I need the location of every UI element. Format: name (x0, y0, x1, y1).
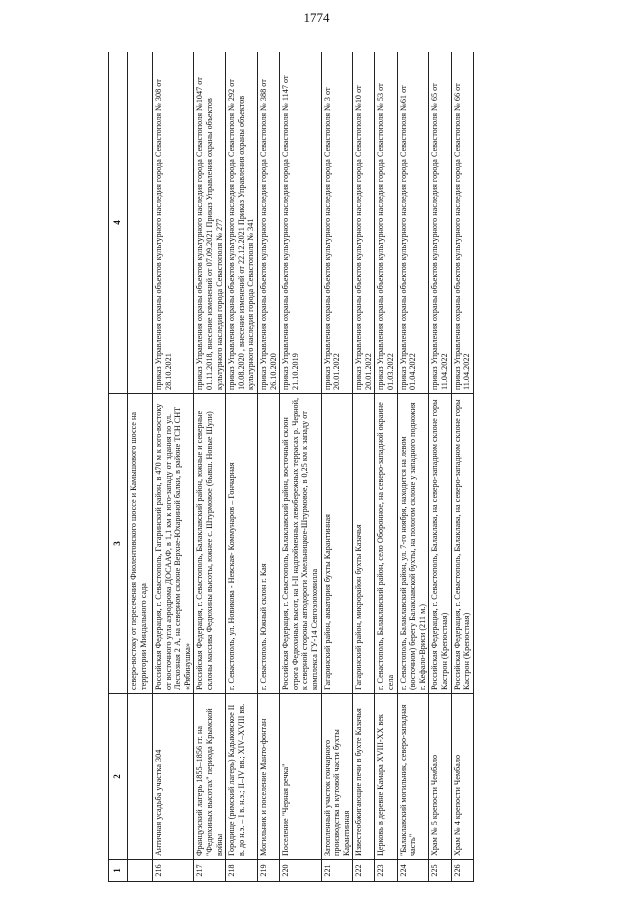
table-row (397, 52, 429, 882)
table-header-row (109, 52, 128, 882)
header-col-3: 3 (109, 394, 128, 694)
object-name: Известеобжигающие печи в бухте Казачья (353, 694, 375, 860)
rotated-table-frame (108, 52, 556, 882)
object-location: г. Севастополь, Балаклавский район, ул. 7-го ноября, находится на левом (восточном) берегу Балаклавской бухты, на пологом склоне у западного подножия г. Кефало-Вриси (211 м.) (397, 394, 429, 694)
object-location: Гагаринский район, микрорайон бухты Казачья (353, 394, 375, 694)
object-name: "Балаклавский могильник, северо-западная часть" (397, 694, 429, 860)
object-location: Российская Федерация, г. Севастополь, Гагаринский район, в 470 м к юго-востоку от восточного угла аэродрома ДОСААФ, в 1,1 км к юго-западу от здания по ул. Лесхозная 2 А, на северном склоне Верхне-Юхариной балки, в районе ТСН СНТ «Рябинушка» (153, 394, 194, 694)
object-name: Античная усадьба участка 304 (153, 694, 194, 860)
table-row (429, 52, 451, 882)
row-number: 216 (153, 860, 194, 882)
registration-document: приказ Управления охраны объектов культурного наследия города Севастополя № 292 от 10.08.2020 , внесение изменений от 22.12.2021 Приказ Управления охраны объектов культурного наследия города Севастополя № 341 (226, 52, 258, 394)
registration-document: приказ Управления охраны объектов культурного наследия города Севастополя № 65 от 11.04.2022 (429, 52, 451, 394)
object-location: Гагаринский район, акватория бухты Карантинная (321, 394, 353, 694)
row-number: 226 (451, 860, 473, 882)
row-number: 219 (257, 860, 279, 882)
object-location: г. Севастополь. Южный склон г. Кая (257, 394, 279, 694)
registration-document: приказ Управления охраны объектов культурного наследия города Севастополя № 66 от 11.04.2022 (451, 52, 473, 394)
object-name: Французский лагерь 1855–1856 гг. на "Федюхиных высотах" периода Крымской войны (194, 694, 226, 860)
registration-document: приказ Управления охраны объектов культурного наследия города Севастополя №61 от 01.04.2022 (397, 52, 429, 394)
object-name: Церковь в деревне Камара XVIII-XX век (375, 694, 397, 860)
row-number: 221 (321, 860, 353, 882)
registration-document: приказ Управления охраны объектов культурного наследия города Севастополя № 1147 от 21.10.2019 (280, 52, 321, 394)
object-location: Российская Федерация, г. Севастополь, Балаклавский район, южные и северные склоны массива Федюхины высоты, южнее с. Штурмовое (бывш. Новые Шули) (194, 394, 226, 694)
table-row (353, 52, 375, 882)
row-number (128, 860, 153, 882)
registration-document: приказ Управления охраны объектов культурного наследия города Севастополя №1047 от 01.11.2018, внесение изменений от 07.09.2021 Приказ Управления охраны объектов культурного наследия города Севастополя № 277 (194, 52, 226, 394)
object-location: Российская Федерация, г. Севастополь, Балаклава, на северо-западном склоне горы Кастрон (Крепостная) (429, 394, 451, 694)
object-location: Российская Федерация, г. Севастополь, Балаклавский район, восточный склон отрога Федюхиных высот, на I-II надпойменных левобережных террасах р. Черной, к северной стороны автодороги Хмельницкое-Штурмовое, в 0,25 км к западу от комплекса ГУ-14 Севгоэлоховилла (280, 394, 321, 694)
object-location: г. Севастополь, ул. Новикова - Невская- Коммунаров – Гончарная (226, 394, 258, 694)
row-number: 217 (194, 860, 226, 882)
continuation-row (128, 52, 153, 882)
row-number: 223 (375, 860, 397, 882)
table-row (321, 52, 353, 882)
table-row (153, 52, 194, 882)
table-row (451, 52, 473, 882)
object-name: Храм № 5 крепости Чембало (429, 694, 451, 860)
row-number: 220 (280, 860, 321, 882)
table-row (226, 52, 258, 882)
registration-document: приказ Управления охраны объектов культурного наследия города Севастополя № 308 от 28.10.2021 (153, 52, 194, 394)
registration-document: приказ Управления охраны объектов культурного наследия города Севастополя № 388 от 26.10.2020 (257, 52, 279, 394)
table-row (280, 52, 321, 882)
registration-document: приказ Управления охраны объектов культурного наследия города Севастополя № 53 от 01.03.2022 (375, 52, 397, 394)
page-number: 1774 (303, 10, 330, 25)
object-name: Могильник и поселение Манто-фонтан (257, 694, 279, 860)
header-col-2: 2 (109, 694, 128, 860)
row-number: 224 (397, 860, 429, 882)
rotated-table-container (108, 52, 556, 882)
object-location: северо-востоку от пересечения Фиолентовского шоссе и Камышового шоссе на территории Миндального сада (128, 394, 153, 694)
registration-document: приказ Управления охраны объектов культурного наследия города Севастополя №10 от 20.01.2022 (353, 52, 375, 394)
header-col-1: 1 (109, 860, 128, 882)
object-name: Затопленный участок гончарного производства в кутовой части бухты Карантинная (321, 694, 353, 860)
object-name: Городище (римский лагерь) Кадыковское II в. до н.э. – I в. н.э.; II–IV вв.; XIV–XVIII вв. (226, 694, 258, 860)
object-name: Поселение "Черная речка" (280, 694, 321, 860)
object-location: г. Севастополь, Балаклавский район, село Оборонное, на северо-западной окраине села (375, 394, 397, 694)
table-row (375, 52, 397, 882)
object-name (128, 694, 153, 860)
object-name: Храм № 4 крепости Чембало (451, 694, 473, 860)
registration-document (128, 52, 153, 394)
object-location: Российская Федерация, г. Севастополь, Балаклава, на северо-западном склоне горы Кастрон (Крепостная) (451, 394, 473, 694)
row-number: 222 (353, 860, 375, 882)
row-number: 225 (429, 860, 451, 882)
table-row (257, 52, 279, 882)
registration-document: приказ Управления охраны объектов культурного наследия города Севастополя № 3 от 20.01.2022 (321, 52, 353, 394)
table-row (194, 52, 226, 882)
heritage-registry-table (108, 52, 474, 882)
row-number: 218 (226, 860, 258, 882)
header-col-4: 4 (109, 52, 128, 394)
